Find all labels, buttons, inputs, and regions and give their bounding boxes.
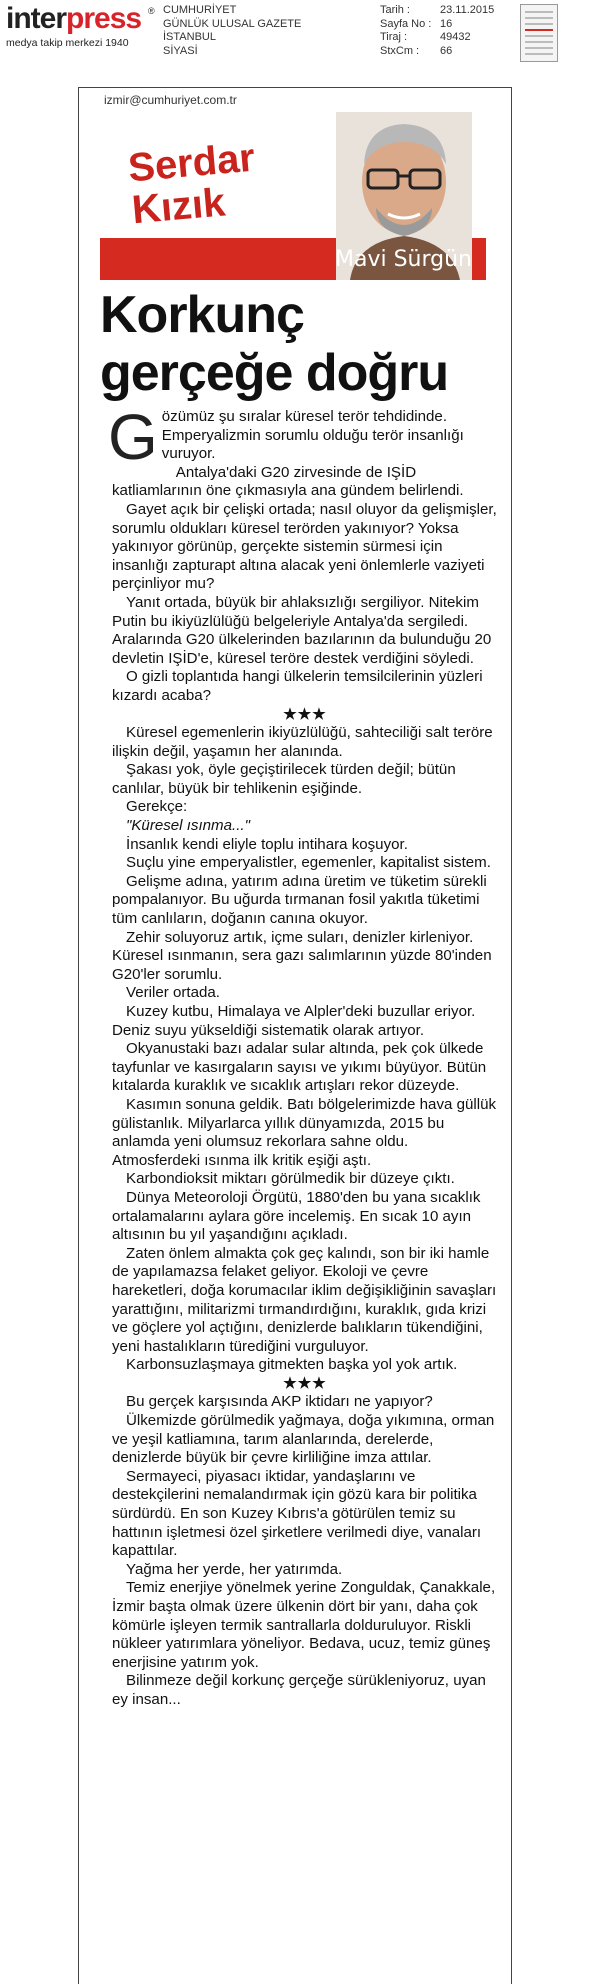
meta-value: 66 [440, 44, 453, 57]
paragraph: Yanıt ortada, büyük bir ahlaksızlığı sergiliyor. Nitekim Putin bu ikiyüzlülüğü belgeleriyle Antalya'da sergiledi. Aralarında G20 ülkelerinden bazılarının da bulunduğu 20 devletin IŞİD'e, küresel teröre destek verdiğini söyledi. [112, 593, 492, 667]
publication-type: GÜNLÜK ULUSAL GAZETE [163, 17, 302, 30]
section-separator: ★★★ [283, 1374, 327, 1392]
meta-value: 49432 [440, 31, 471, 43]
meta-row [380, 45, 494, 59]
paragraph: İnsanlık kendi eliyle toplu intihara koşuyor. [126, 835, 408, 853]
paragraph: Zehir soluyoruz artık, içme suları, denizler kirleniyor. Küresel ısınmanın, sera gazı salımlarının yüzde 80'inden G20'ler sorumlu. [112, 928, 492, 983]
logo-wordmark [6, 4, 141, 34]
paragraph: O gizli toplantıda hangi ülkelerin temsilcilerinin yüzleri kızardı acaba? [112, 668, 483, 704]
paragraph [108, 401, 498, 473]
author-first-name: Serdar [126, 135, 257, 191]
meta-key: StxCm : [380, 44, 420, 57]
paragraph: Sermayeci, piyasacı iktidar, yandaşlarını ve destekçilerini nemalandırmak için gözü kara bir politika sürdürdü. En son Kuzey Kıbrıs'a götürülen temiz su hattının işletmesi özel şirketlere verilmedi diye, vanaları kapattılar. [112, 1467, 482, 1560]
headline-line1: Korkunç [100, 286, 304, 344]
publication-section: SİYASİ [163, 44, 198, 57]
column-banner [100, 112, 486, 280]
article-headline [100, 286, 448, 402]
paragraph: Dünya Meteoroloji Örgütü, 1880'den bu yana sıcaklık ortalamalarını aylara göre incelemiş. En sıcak 10 ayın altısının bu yıl yaşandığını açıkladı. [112, 1188, 481, 1244]
author-email: izmir@cumhuriyet.com.tr [104, 93, 237, 107]
paragraph: Şakası yok, öyle geçiştirilecek türden değil; bütün canlılar, büyük bir tehlikenin eşiğinde. [112, 761, 456, 797]
meta-row [380, 18, 494, 32]
paragraph: Veriler ortada. [126, 984, 220, 1002]
interpress-logo [6, 4, 156, 52]
paragraph: Temiz enerjiye yönelmek yerine Zonguldak, Çanakkale, İzmir başta olmak üzere ülkenin dört bir yanı, daha çok kömürle işleyen termik santrallarla dolduruluyor. Riskli nükleer yatırımlara yöneliyor. Bedava, ucuz, temiz güneş enerjisine yatırım yok. [112, 1579, 496, 1671]
paragraph: Kasımın sonuna geldik. Batı bölgelerimizde hava güllük gülistanlık. Milyarlarca yıllık dünyamızda, 2015 bu anlamda yeni olumsuz rekorlara sahne oldu. Atmosferdeki ısınma ilk kritik eşiği aştı. [112, 1095, 497, 1169]
meta-row [380, 31, 494, 45]
headline-line2: gerçeğe doğru [100, 344, 449, 402]
registered-mark: ® [148, 6, 155, 16]
paragraph: Kuzey kutbu, Himalaya ve Alpler'deki buzullar eriyor. Deniz suyu yükseldiği sistematik olarak artıyor. [112, 1003, 476, 1039]
paragraph: Antalya'daki G20 zirvesinde de IŞİD katliamlarının öne çıkmasıyla ana gündem belirlendi. [112, 463, 464, 500]
page-thumbnail[interactable] [520, 4, 558, 62]
paragraph: Gelişme adına, yatırım adına üretim ve tüketim sürekli pompalanıyor. Bu uğurda tırmanan fosil yakıtla tüketimi tüm canlıların, doğanın canına okuyor. [112, 872, 487, 928]
paragraph: Gerekçe: [126, 798, 188, 816]
paragraph: Küresel egemenlerin ikiyüzlülüğü, sahteciliği salt teröre ilişkin değil, yaşamın her alanında. [112, 724, 493, 760]
paragraph: Suçlu yine emperyalistler, egemenler, kapitalist sistem. [126, 854, 491, 872]
paragraph: Okyanustaki bazı adalar sular altında, pek çok ülkede tayfunlar ve kasırgaların sayısı ve yıkımı büyüyor. Bütün kıtalarda kuraklık ve sıcaklık artışları rekor düzeyde. [112, 1040, 487, 1095]
publication-city: İSTANBUL [163, 31, 216, 43]
logo-tagline: medya takip merkezi 1940 [6, 37, 129, 49]
column-name: Mavi Sürgün [334, 247, 472, 272]
author-name [127, 137, 261, 232]
author-last-name: Kızık [130, 180, 227, 233]
meta-value: 16 [440, 17, 453, 30]
logo-text-part2: press [66, 2, 142, 35]
paragraph: Bilinmeze değil korkunç gerçeğe sürükleniyoruz, uyan ey insan... [112, 1672, 486, 1708]
meta-key: Tarih : [380, 4, 410, 16]
clipping-meta [380, 4, 494, 58]
meta-row [380, 4, 494, 18]
meta-value: 23.11.2015 [440, 4, 495, 16]
meta-key: Sayfa No : [380, 17, 432, 30]
paragraph: Ülkemizde görülmedik yağmaya, doğa yıkımına, orman ve yeşil katliamına, tarım alanlarında, derelerde, denizlerde büyük bir çevre kirliliğine imza attılar. [112, 1412, 495, 1467]
section-separator: ★★★ [283, 705, 327, 723]
paragraph-text: özümüz şu sıralar küresel terör tehdidinde. Emperyalizmin sorumlu olduğu terör insanlığı vuruyor. [161, 408, 464, 463]
paragraph: Karbondioksit miktarı görülmedik bir düzeye çıktı. [126, 1170, 455, 1188]
paragraph: Bu gerçek karşısında AKP iktidarı ne yapıyor? [126, 1393, 433, 1411]
article-body [108, 401, 498, 1710]
clipping-header [0, 0, 590, 64]
publication-info [163, 4, 301, 58]
paragraph: Gayet açık bir çelişki ortada; nasıl oluyor da gelişmişler, sorumlu oldukları küresel terörden yakınıyor? Yoksa yakınıyor görünüp, gerçekte sistemin sürmesi için insanlığı zapturapt altına alacak yeni önlemlerle vaziyeti perçinliyor mu? [112, 500, 497, 593]
meta-key: Tiraj : [380, 31, 408, 43]
paragraph: Yağma her yerde, her yatırımda. [126, 1560, 343, 1578]
paragraph: Zaten önlem almakta çok geç kalındı, son bir iki hamle de yapılamazsa felaket geliyor. Ekoloji ve çevre hareketleri, doğa korumacılar iklim değişikliğinin savaşları yarattığını, militarizmi tırmandırdığını, kuraklık, gıda krizi ve göçlere yol açtığını, denizlerde balıkların tükendiğini, yeni hastalıkların türediğini vurguluyor. [112, 1244, 497, 1355]
logo-text-part1: inter [6, 2, 67, 35]
quote: "Küresel ısınma..." [126, 817, 250, 835]
drop-cap: G [108, 401, 158, 473]
paragraph: Karbonsuzlaşmaya gitmekten başka yol yok artık. [126, 1356, 458, 1374]
publication-name: CUMHURİYET [163, 4, 237, 16]
